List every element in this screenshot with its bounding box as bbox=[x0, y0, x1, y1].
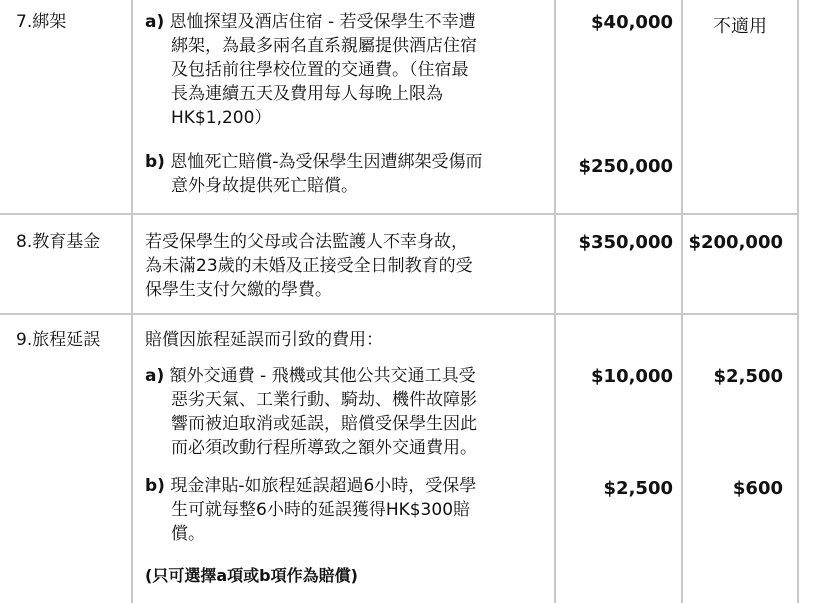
text-line: 若受保學生的父母或合法監護人不幸身故， bbox=[145, 232, 468, 252]
kidnap-part-b bbox=[145, 150, 483, 198]
text-line: 及包括前往學校位置的交通費。（住宿最 bbox=[171, 60, 469, 80]
item-label-education-fund: 8.教育基金 bbox=[16, 232, 101, 252]
text-line: 意外身故提供死亡賠償。 bbox=[171, 176, 358, 196]
plan2-amount: 不適用 bbox=[713, 16, 767, 37]
text-line: 額外交通費 - 飛機或其他公共交通工具受 bbox=[169, 366, 476, 386]
item-label-kidnap: 7.綁架 bbox=[16, 12, 67, 32]
text-line: 保學生支付欠繳的學費。 bbox=[145, 280, 332, 300]
part-marker: a) bbox=[145, 12, 165, 32]
row-divider-2 bbox=[0, 313, 799, 315]
part-marker: b) bbox=[145, 476, 165, 496]
plan1-amount: $10,000 bbox=[591, 366, 673, 387]
item-label-travel-delay: 9.旅程延誤 bbox=[16, 330, 101, 350]
text-line: 惡劣天氣、工業行動、騎劫、機件故障影 bbox=[171, 390, 477, 410]
column-divider-2 bbox=[554, 0, 556, 603]
plan1-amount: $2,500 bbox=[603, 478, 673, 499]
plan2-amount: $2,500 bbox=[713, 366, 783, 387]
column-divider-3 bbox=[681, 0, 683, 603]
part-marker: a) bbox=[145, 366, 165, 386]
plan1-amount: $40,000 bbox=[591, 12, 673, 33]
kidnap-part-a bbox=[145, 10, 477, 130]
plan1-amount: $250,000 bbox=[578, 156, 673, 177]
text-line: 恩恤探望及酒店住宿 - 若受保學生不幸遭 bbox=[169, 12, 476, 32]
part-marker: b) bbox=[145, 152, 165, 172]
plan1-amount: $350,000 bbox=[578, 232, 673, 253]
plan2-amount: $200,000 bbox=[688, 232, 783, 253]
row-divider-1 bbox=[0, 213, 799, 215]
text-line: 綁架，為最多兩名直系親屬提供酒店住宿 bbox=[171, 36, 477, 56]
travel-delay-intro: 賠償因旅程延誤而引致的費用： bbox=[145, 330, 383, 350]
text-line: 長為連續五天及費用每人每晚上限為 bbox=[171, 84, 443, 104]
text-line: 恩恤死亡賠償-為受保學生因遭綁架受傷而 bbox=[170, 152, 483, 172]
text-line: 響而被迫取消或延誤，賠償受保學生因此 bbox=[171, 414, 477, 434]
column-divider-4 bbox=[797, 0, 799, 603]
column-divider-1 bbox=[131, 0, 133, 603]
text-line: 為未滿23歲的未婚及正接受全日制教育的受 bbox=[145, 256, 473, 276]
text-line: 現金津貼-如旅程延誤超過6小時，受保學 bbox=[170, 476, 477, 496]
text-line: 償。 bbox=[171, 524, 205, 544]
plan2-amount: $600 bbox=[732, 478, 783, 499]
education-fund-description bbox=[145, 230, 473, 302]
travel-delay-note: (只可選擇a項或b項作為賠償) bbox=[145, 566, 358, 585]
text-line: 生可就每整6小時的延誤獲得HK$300賠 bbox=[171, 500, 471, 520]
text-line: 而必須改動行程所導致之額外交通費用。 bbox=[171, 438, 477, 458]
travel-delay-part-b bbox=[145, 474, 476, 546]
travel-delay-part-a bbox=[145, 364, 477, 460]
text-line: HK$1,200） bbox=[171, 108, 272, 128]
